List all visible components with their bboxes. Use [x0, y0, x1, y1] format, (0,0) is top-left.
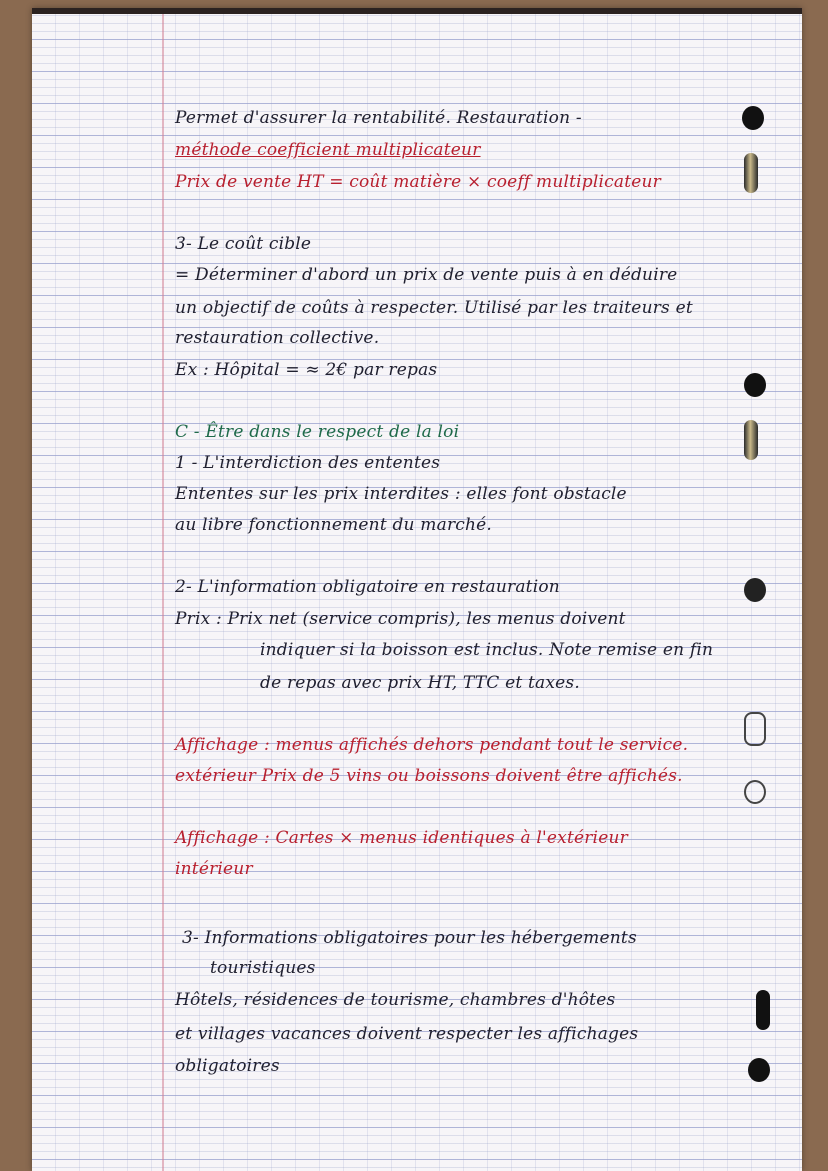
note-line: indiquer si la boisson est inclus. Note remise en fin: [260, 640, 714, 660]
note-line: Permet d'assurer la rentabilité. Restauration -: [175, 108, 582, 128]
binder-ring-icon: [744, 420, 758, 460]
binder-ring-icon: [744, 153, 758, 193]
binder-hole-icon: [742, 106, 764, 130]
binder-hole-icon: [748, 1058, 770, 1082]
section-heading: 3- Le coût cible: [175, 234, 312, 254]
section-heading: C - Être dans le respect de la loi: [175, 422, 460, 442]
note-line-red: Affichage : Cartes × menus identiques à l'extérieur: [175, 828, 628, 848]
note-line: Ex : Hôpital = ≈ 2€ par repas: [175, 360, 438, 380]
note-line: un objectif de coûts à respecter. Utilisé par les traiteurs et: [175, 298, 693, 318]
note-line: = Déterminer d'abord un prix de vente puis à en déduire: [175, 265, 678, 285]
binder-ring-icon: [744, 712, 766, 746]
note-line-red: Affichage : menus affichés dehors pendant tout le service.: [175, 735, 689, 755]
note-line-red: extérieur Prix de 5 vins ou boissons doivent être affichés.: [175, 766, 683, 786]
note-line: obligatoires: [175, 1056, 280, 1076]
binder-ring-icon: [756, 990, 770, 1030]
binder-hole-icon: [744, 373, 766, 397]
note-line: de repas avec prix HT, TTC et taxes.: [260, 673, 580, 693]
binder-hole-icon: [744, 578, 766, 602]
section-heading: 1 - L'interdiction des ententes: [175, 453, 441, 473]
note-line: Prix : Prix net (service compris), les menus doivent: [175, 609, 626, 629]
note-line: et villages vacances doivent respecter les affichages: [175, 1024, 639, 1044]
section-heading: 3- Informations obligatoires pour les hébergements: [182, 928, 637, 948]
note-line: Ententes sur les prix interdites : elles font obstacle: [175, 484, 627, 504]
note-line-red: méthode coefficient multiplicateur: [175, 140, 481, 160]
section-heading: 2- L'information obligatoire en restauration: [175, 577, 560, 597]
section-heading: touristiques: [210, 958, 316, 978]
note-line-red: Prix de vente HT = coût matière × coeff multiplicateur: [175, 172, 661, 192]
note-line: restauration collective.: [175, 328, 380, 348]
binder-hole-icon: [744, 780, 766, 804]
page-top-edge: [32, 8, 802, 14]
note-line: Hôtels, résidences de tourisme, chambres d'hôtes: [175, 990, 616, 1010]
note-line: au libre fonctionnement du marché.: [175, 515, 493, 535]
note-line-red: intérieur: [175, 859, 253, 879]
